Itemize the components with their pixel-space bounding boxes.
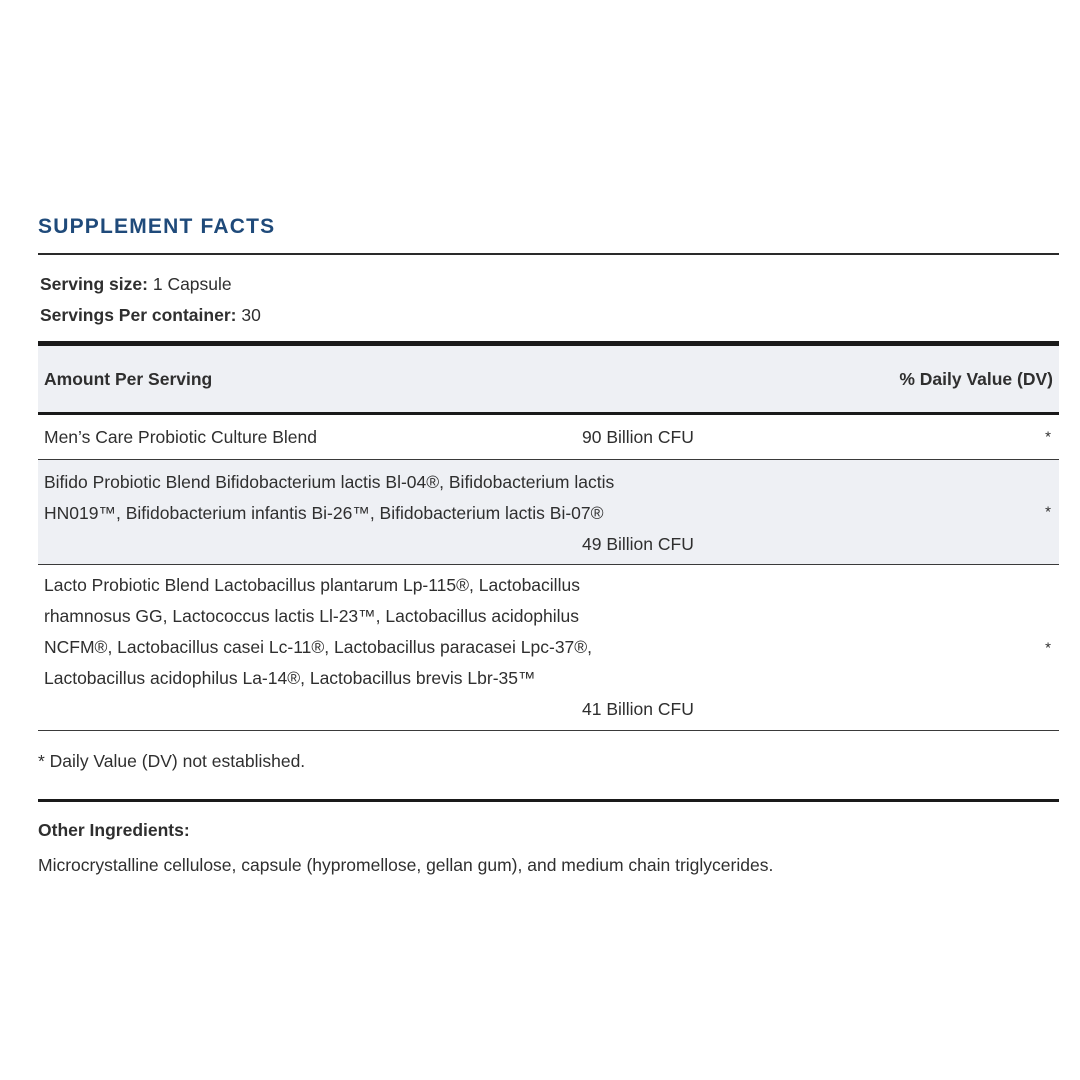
ingredient-dv: * [1045,428,1051,446]
serving-info [38,255,1059,341]
ingredient-dv: * [1045,639,1051,656]
serving-size-label: Serving size: [40,274,148,294]
table-row [38,415,1059,459]
ingredient-amount: 41 Billion CFU [582,699,694,719]
table-header [38,346,1059,412]
servings-per-container [40,300,1059,331]
ingredient-amount: 49 Billion CFU [582,534,694,554]
ingredient-line: Bifido Probiotic Blend Bifidobacterium lactis Bl-04®, Bifidobacterium lactis [44,472,615,492]
ingredient-name [44,460,724,529]
table-row [38,565,1059,730]
ingredient-dv: * [1045,503,1051,521]
ingredient-line: Lactobacillus acidophilus La-14®, Lactobacillus brevis Lbr-35™ [44,668,536,688]
ingredient-amount: 90 Billion CFU [582,427,694,447]
ingredient-line: NCFM®, Lactobacillus casei Lc-11®, Lactobacillus paracasei Lpc-37®, [44,637,593,657]
footnote: * Daily Value (DV) not established. [38,751,306,771]
ingredient-line: Lacto Probiotic Blend Lactobacillus plantarum Lp-115®, Lactobacillus [44,575,580,595]
table-row [38,460,1059,564]
header-daily-value: % Daily Value (DV) [899,368,1053,389]
serving-size [40,269,1059,300]
servings-per-container-value: 30 [241,305,261,325]
ingredient-line: rhamnosus GG, Lactococcus lactis Ll-23™, Lactobacillus acidophilus [44,606,579,626]
other-ingredients-text: Microcrystalline cellulose, capsule (hypromellose, gellan gum), and medium chain triglycerides. [38,855,774,875]
ingredient-line: Men’s Care Probiotic Culture Blend [44,427,318,447]
other-ingredients-label: Other Ingredients: [38,820,190,840]
header-amount-per-serving: Amount Per Serving [44,368,213,389]
supplement-facts-panel [38,212,1059,876]
servings-per-container-label: Servings Per container: [40,305,237,325]
serving-size-value: 1 Capsule [152,274,232,294]
ingredient-line: HN019™, Bifidobacterium infantis Bi-26™, Bifidobacterium lactis Bi-07® [44,503,604,523]
ingredient-name [44,565,724,694]
panel-title: SUPPLEMENT FACTS [38,215,276,238]
divider [38,799,1059,802]
